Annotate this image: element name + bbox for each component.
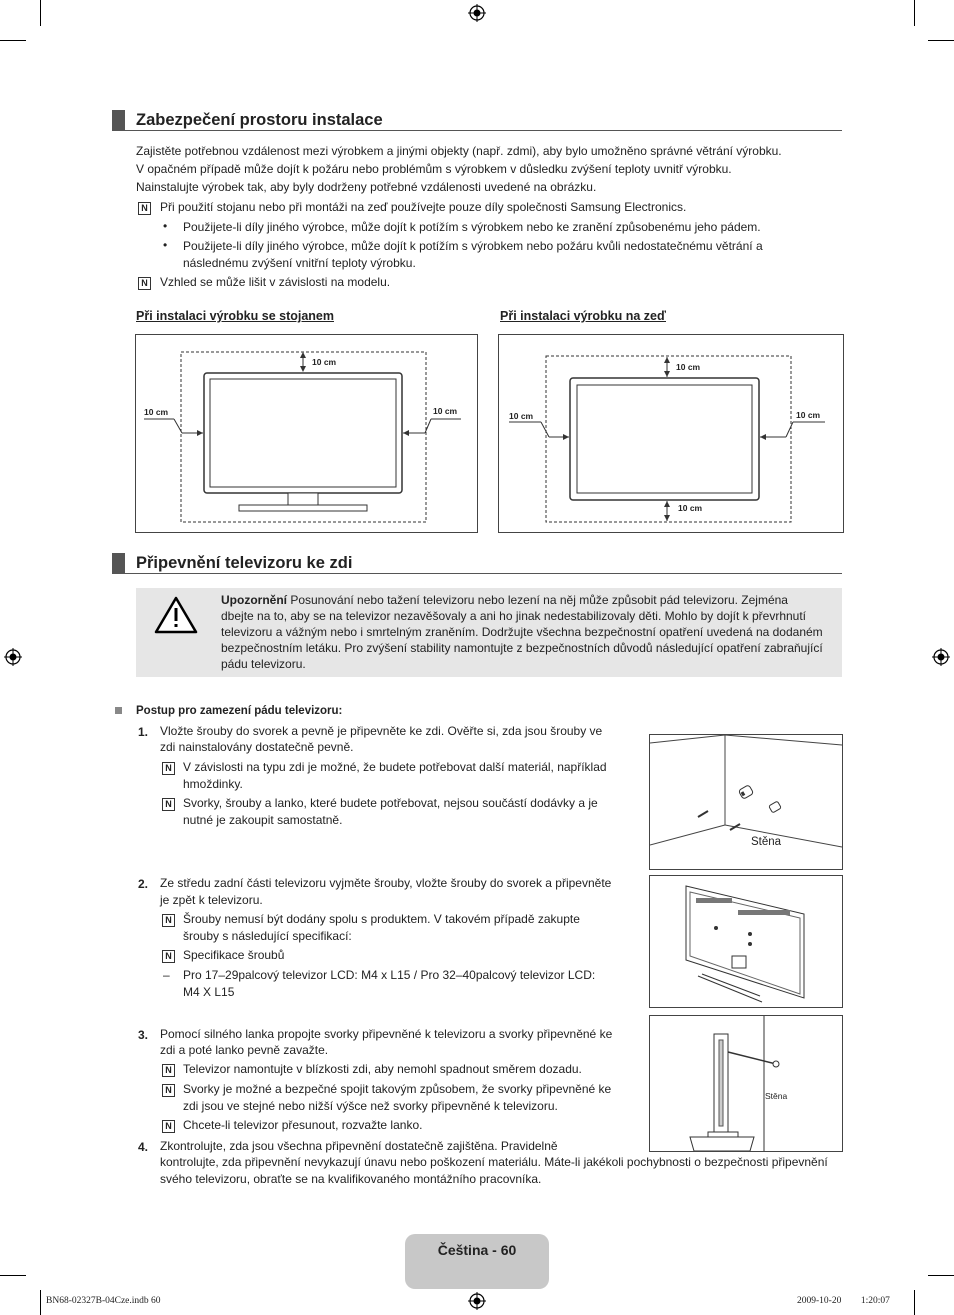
step2-text-b: je zpět k televizoru. xyxy=(160,893,263,907)
step-number: 2. xyxy=(138,877,149,891)
stand-install-label: Při instalaci výrobku se stojanem xyxy=(136,309,334,323)
square-bullet-icon xyxy=(115,707,122,714)
step1-text-a: Vložte šrouby do svorek a pevně je připevněte ke zdi. Ověřte si, zda jsou šrouby ve xyxy=(160,724,603,738)
stand-clearance-diagram xyxy=(135,334,478,533)
registration-mark-left-icon xyxy=(4,648,22,666)
step3-note2-b: zdi jsou ve stejné nebo nižší výšce než svorky připevněné k televizoru. xyxy=(183,1099,558,1113)
step2-spec-b: M4 X L15 xyxy=(183,985,235,999)
clearance-right-label: 10 cm xyxy=(433,406,458,416)
title-bar xyxy=(112,110,125,130)
warning-line-1: Upozornění Posunování nebo tažení televizoru nebo lezení na něj může způsobit pád televizoru. Zejména xyxy=(221,593,788,607)
wall-screws-icon xyxy=(650,735,842,869)
note-icon: N xyxy=(162,1064,175,1077)
clearance-bottom-label: 10 cm xyxy=(678,503,703,513)
section-title-installation-space: Zabezpečení prostoru instalace xyxy=(112,110,842,131)
intro-paragraph-1: Zajistěte potřebnou vzdálenost mezi výrobkem a jinými objekty (např. zdmi), aby bylo umožněno správné větrání výrobku. xyxy=(136,144,782,158)
step-number: 1. xyxy=(138,725,149,739)
tv-back-illustration xyxy=(649,875,843,1008)
bullet-fire-a: Použijete-li díly jiného výrobce, může dojít k potížím s výrobkem nebo požáru kvůli nedostatečnému větrání a xyxy=(183,239,763,253)
step4-text-c: svého televizoru, obraťte se na kvalifikovaného montážního pracovníka. xyxy=(160,1172,542,1186)
step4-text-b: kontrolujte, zda připevnění nevykazují únavu nebo poškození materiálu. Máte-li jakékoli pochybnosti o bezpečnosti připevnění xyxy=(160,1155,828,1169)
step2-note2: Specifikace šroubů xyxy=(183,948,285,962)
note-icon: N xyxy=(138,202,151,215)
procedure-title: Postup pro zamezení pádu televizoru: xyxy=(136,705,343,717)
file-info: BN68-02327B-04Cze.indb 60 xyxy=(46,1296,161,1306)
registration-mark-right-icon xyxy=(932,648,950,666)
page-number-tab xyxy=(405,1234,549,1289)
clearance-left-label: 10 cm xyxy=(509,411,534,421)
intro-paragraph-2: V opačném případě může dojít k požáru nebo problémům s výrobkem v důsledku zvýšení teploty uvnitř výrobku. xyxy=(136,162,732,176)
wall-tv-illustration xyxy=(499,335,843,532)
clearance-left-label: 10 cm xyxy=(144,407,169,417)
step3-note1: Televizor namontujte v blízkosti zdi, aby nemohl spadnout směrem dozadu. xyxy=(183,1062,582,1076)
note-icon: N xyxy=(162,1084,175,1097)
note-icon: N xyxy=(162,950,175,963)
clearance-top-label: 10 cm xyxy=(312,357,337,367)
note-icon: N xyxy=(162,762,175,775)
clearance-top-label: 10 cm xyxy=(676,362,701,372)
warning-box xyxy=(136,588,842,677)
bullet-dot: • xyxy=(163,238,168,252)
step1-note1-a: V závislosti na typu zdi je možné, že budete potřebovat další materiál, například xyxy=(183,760,607,774)
step2-text-a: Ze středu zadní části televizoru vyjměte šrouby, vložte šrouby do svorek a připevněte xyxy=(160,876,612,890)
dash-bullet: – xyxy=(163,968,170,982)
warning-line-5: pádu televizoru. xyxy=(221,657,306,671)
wall-caption-small: Stěna xyxy=(765,1091,788,1101)
step1-note1-b: hmoždinky. xyxy=(183,777,243,791)
note-icon: N xyxy=(138,277,151,290)
section-title-wall-securing: Připevnění televizoru ke zdi xyxy=(112,553,842,574)
clearance-right-label: 10 cm xyxy=(796,410,821,420)
wall-caption: Stěna xyxy=(751,836,782,848)
step3-note3: Chcete-li televizor přesunout, rozvažte lanko. xyxy=(183,1118,423,1132)
step3-text-b: zdi a poté lanko pevně zavažte. xyxy=(160,1043,329,1057)
warning-line-2: dbejte na to, aby se na televizor nezavěšovaly a ani ho jinak nedestabilizovaly děti. Mohlo by dojít k převrhnutí xyxy=(221,609,807,623)
registration-mark-bottom-icon xyxy=(468,1292,486,1310)
step-number: 4. xyxy=(138,1140,149,1154)
step3-note2-a: Svorky je možné a bezpečné spojit takovým způsobem, že svorky připevněné ke xyxy=(183,1082,612,1096)
note-appearance: Vzhled se může lišit v závislosti na modelu. xyxy=(160,275,391,289)
tv-wall-tie-illustration xyxy=(649,1015,843,1152)
note-icon: N xyxy=(162,798,175,811)
registration-mark-top-icon xyxy=(468,4,486,22)
warning-triangle-icon xyxy=(154,596,198,634)
step4-text-a: Zkontrolujte, zda jsou všechna připevnění dostatečně zajištěna. Pravidelně xyxy=(160,1139,558,1153)
step1-text-b: zdi nainstalovány dostatečně pevně. xyxy=(160,740,354,754)
stand-tv-illustration xyxy=(136,335,477,532)
step1-note2-b: nutné je zakoupit samostatně. xyxy=(183,813,343,827)
tv-side-cable-icon xyxy=(650,1016,842,1151)
step2-spec-a: Pro 17–29palcový televizor LCD: M4 x L15 / Pro 32–40palcový televizor LCD: xyxy=(183,968,596,982)
print-datetime: 2009-10-20 ￿￿ 1:20:07 xyxy=(797,1296,890,1306)
wall-install-label: Při instalaci výrobku na zeď xyxy=(500,309,666,323)
wall-brackets-illustration xyxy=(649,734,843,870)
note-icon: N xyxy=(162,1120,175,1133)
title-bar xyxy=(112,553,125,573)
bullet-dot: • xyxy=(163,219,168,233)
tv-rear-icon xyxy=(650,876,842,1007)
warning-line-3: televizoru a vážným nebo i smrtelným zraněním. Dodržujte všechna bezpečnostní opatření uvedená na dodaném xyxy=(221,625,823,639)
step3-text-a: Pomocí silného lanka propojte svorky připevněné k televizoru a svorky připevněné ke xyxy=(160,1027,613,1041)
page-number: Čeština - 60 xyxy=(437,1242,517,1258)
note-samsung-parts: Při použití stojanu nebo při montáži na zeď používejte pouze díly společnosti Samsung Electronics. xyxy=(160,200,687,214)
note-icon: N xyxy=(162,914,175,927)
step1-note2-a: Svorky, šrouby a lanko, které budete potřebovat, nejsou součástí dodávky a je xyxy=(183,796,598,810)
step2-note1-b: šrouby s následující specifikací: xyxy=(183,929,352,943)
warning-line-4: bezpečnostním letáku. Pro zvýšení stability namontujte z bezpečnostních důvodů následující opatření zabraňující xyxy=(221,641,823,655)
bullet-fire-b: následnému zvýšení vnitřní teploty výrobku. xyxy=(183,256,416,270)
bullet-injury: Použijete-li díly jiného výrobce, může dojít k potížím s výrobkem nebo ke zranění způsobenému jeho pádem. xyxy=(183,220,761,234)
step2-note1-a: Šrouby nemusí být dodány spolu s produktem. V takovém případě zakupte xyxy=(183,912,580,926)
step-number: 3. xyxy=(138,1028,149,1042)
intro-paragraph-3: Nainstalujte výrobek tak, aby byly dodrženy potřebné vzdálenosti uvedené na obrázku. xyxy=(136,180,597,194)
wall-clearance-diagram xyxy=(498,334,844,533)
